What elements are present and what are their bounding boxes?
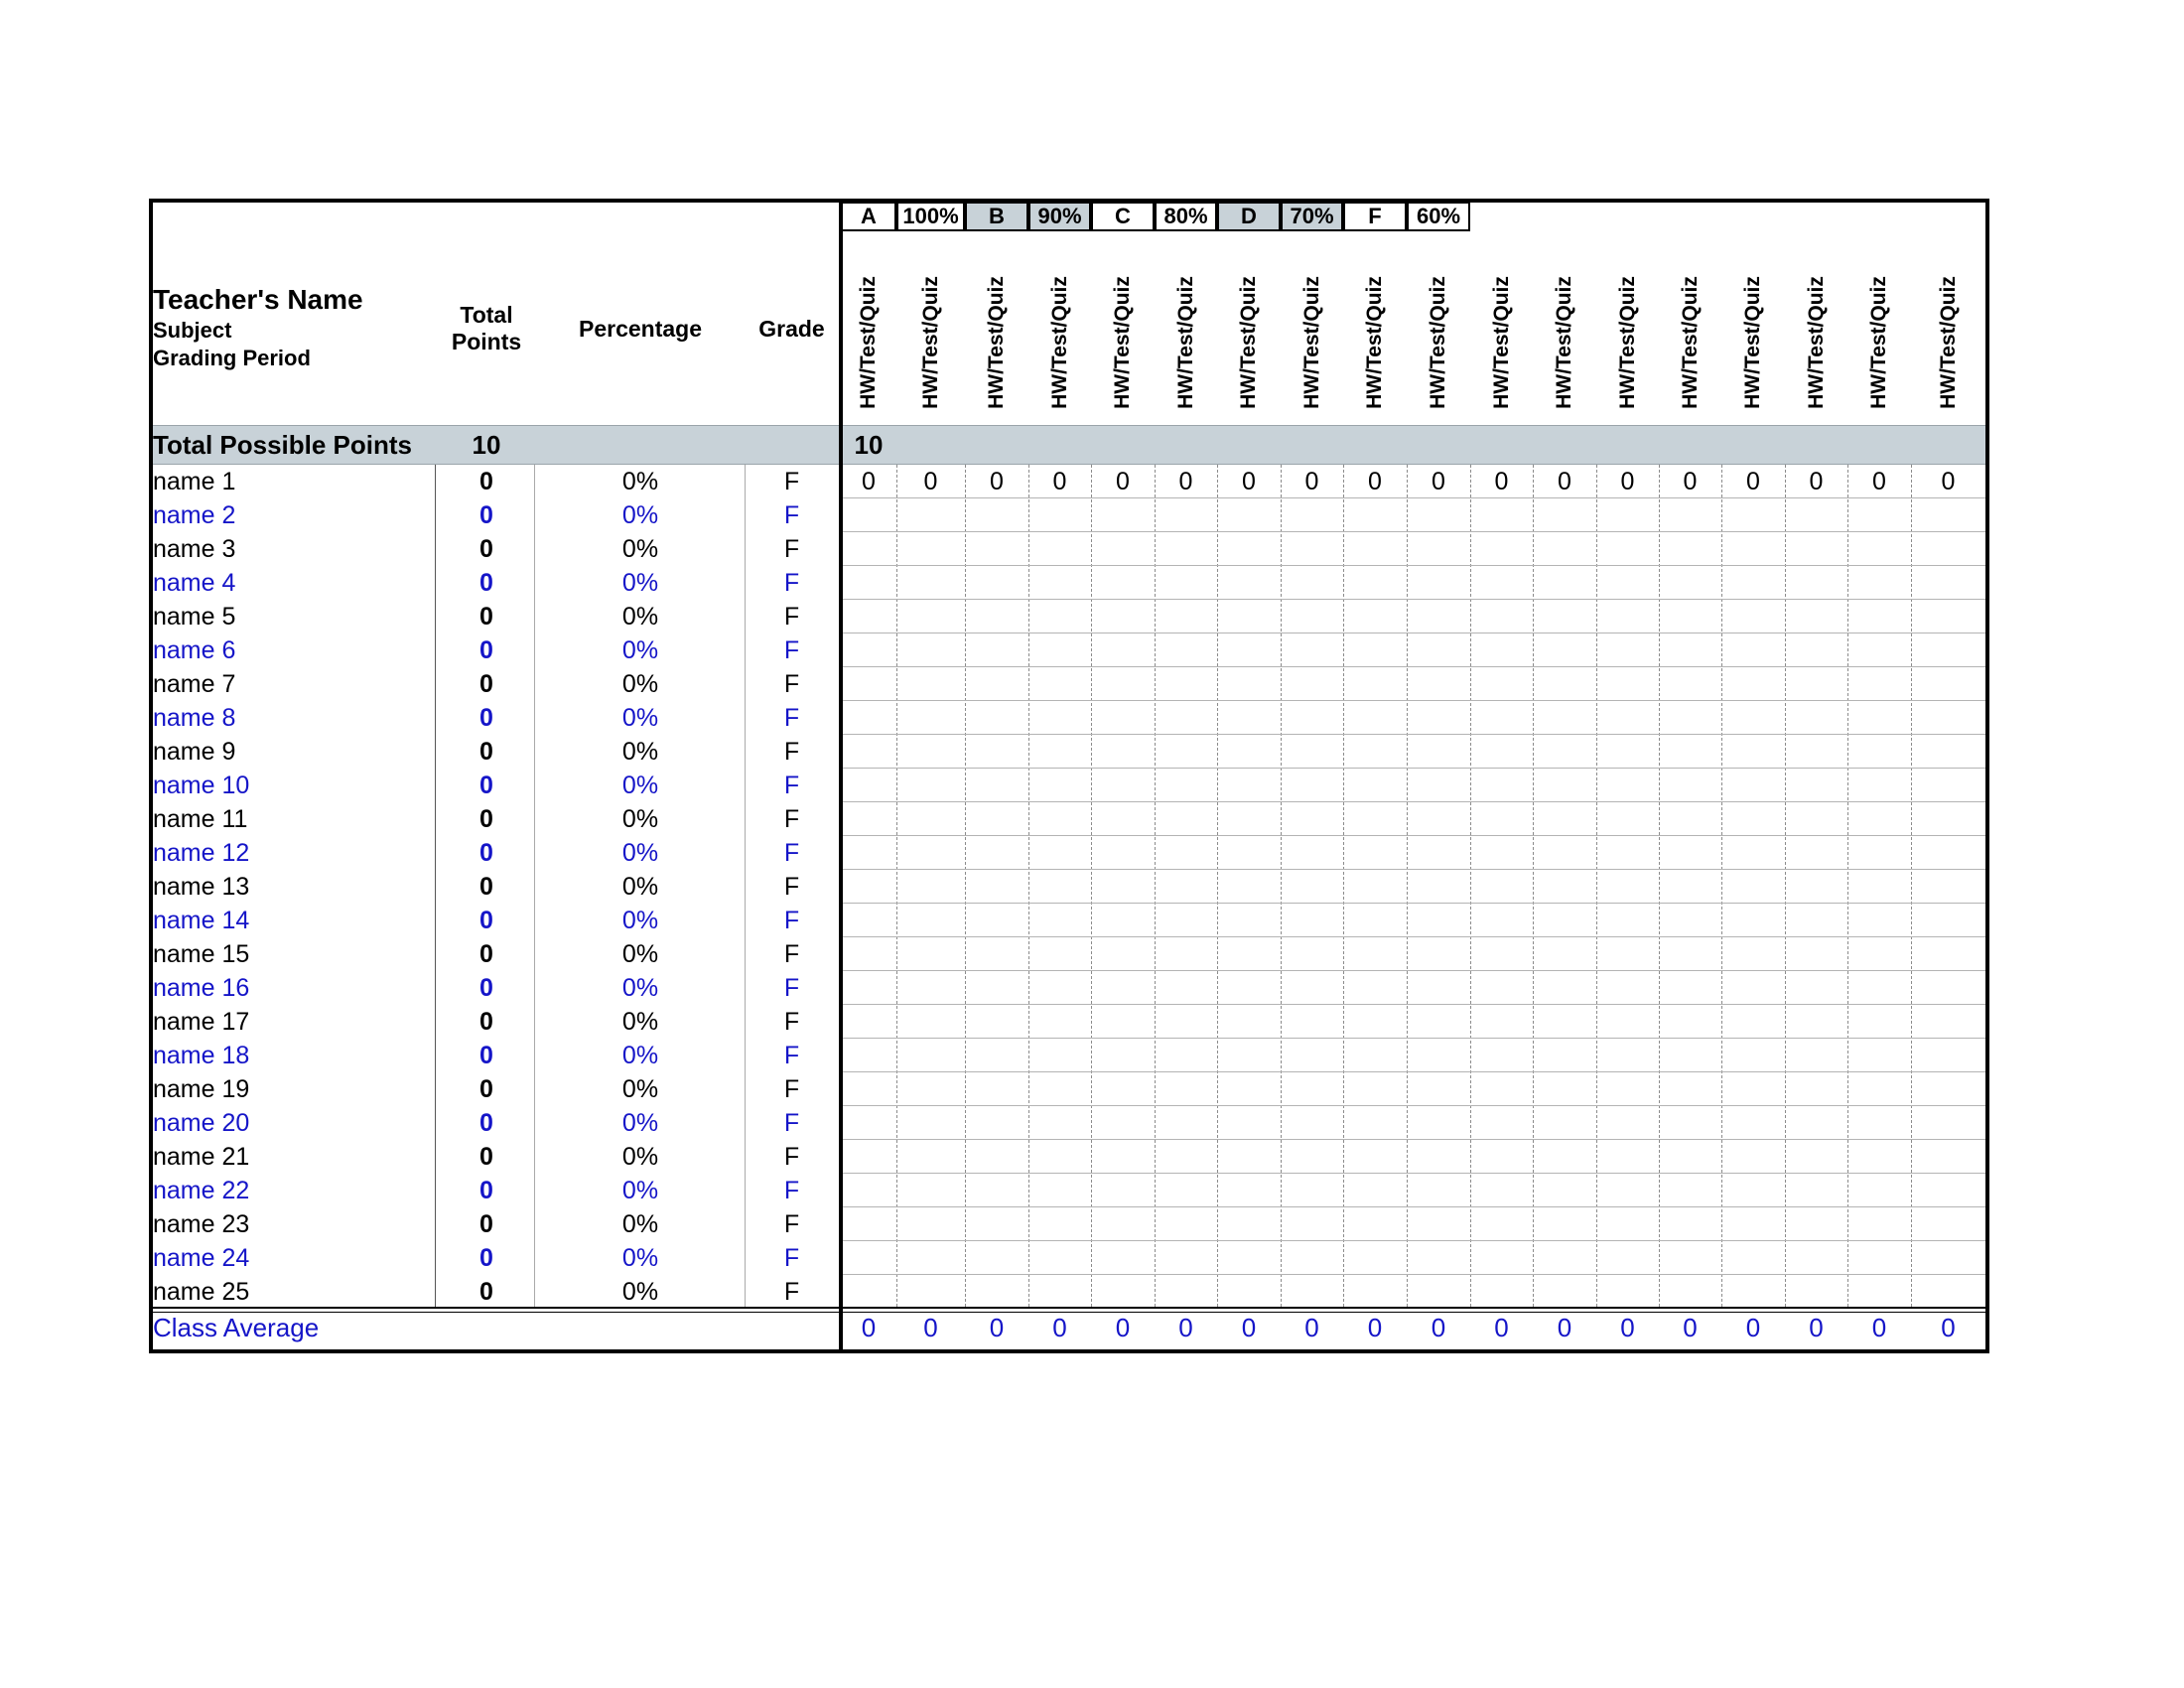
student-grade: F <box>783 772 800 799</box>
student-percentage: 0% <box>621 1244 659 1272</box>
student-name[interactable]: name 13 <box>153 873 250 901</box>
assignment-header-label: HW/Test/Quiz <box>1427 276 1449 409</box>
student-total-points: 0 <box>479 1143 493 1171</box>
student-percentage: 0% <box>621 535 659 563</box>
student-name[interactable]: name 1 <box>153 468 236 495</box>
student-total-points: 0 <box>479 569 493 597</box>
student-percentage: 0% <box>621 738 659 766</box>
student-name[interactable]: name 10 <box>153 772 250 799</box>
class-average-value: 0 <box>861 1313 877 1342</box>
student-grade: F <box>783 603 800 631</box>
assignment-header-label: HW/Test/Quiz <box>857 276 880 409</box>
student-grade: F <box>783 805 800 833</box>
student-percentage: 0% <box>621 1278 659 1306</box>
student-grade: F <box>783 738 800 766</box>
grade-scale-percent: 100% <box>896 202 965 231</box>
student-total-points: 0 <box>479 670 493 698</box>
student-grade: F <box>783 940 800 968</box>
student-grade: F <box>783 636 800 664</box>
grade-scale-letter: B <box>965 202 1028 231</box>
grade-scale-letter: C <box>1091 202 1155 231</box>
student-name[interactable]: name 7 <box>153 670 236 698</box>
student-grade: F <box>783 873 800 901</box>
student-percentage: 0% <box>621 704 659 732</box>
student-percentage: 0% <box>621 974 659 1002</box>
grade-header: Grade <box>758 316 825 342</box>
assignment-header-label: HW/Test/Quiz <box>1111 276 1134 409</box>
percentage-header: Percentage <box>578 316 702 342</box>
assignment-header-label: HW/Test/Quiz <box>1553 276 1575 409</box>
class-average-value: 0 <box>1809 1313 1824 1342</box>
score-cell[interactable]: 0 <box>1116 468 1130 495</box>
score-cell[interactable]: 0 <box>1746 468 1760 495</box>
student-percentage: 0% <box>621 1109 659 1137</box>
assignment-header-label: HW/Test/Quiz <box>1615 276 1639 409</box>
grade-scale-percent: 60% <box>1407 202 1470 231</box>
score-cell[interactable]: 0 <box>1941 468 1956 495</box>
student-grade: F <box>783 1177 800 1204</box>
grade-scale-letter: F <box>1343 202 1407 231</box>
class-average-value: 0 <box>1178 1313 1193 1342</box>
student-total-points: 0 <box>479 1109 493 1137</box>
score-cell[interactable]: 0 <box>1620 468 1635 495</box>
class-average-value: 0 <box>989 1313 1005 1342</box>
student-grade: F <box>783 468 800 495</box>
student-percentage: 0% <box>621 636 659 664</box>
student-total-points: 0 <box>479 1210 493 1238</box>
student-grade: F <box>783 1143 800 1171</box>
student-name[interactable]: name 24 <box>153 1244 250 1272</box>
score-cell[interactable]: 0 <box>923 468 938 495</box>
student-percentage: 0% <box>621 839 659 867</box>
class-average-value: 0 <box>1871 1313 1887 1342</box>
student-name[interactable]: name 14 <box>153 907 250 934</box>
student-name[interactable]: name 16 <box>153 974 250 1002</box>
score-cell[interactable]: 0 <box>1242 468 1256 495</box>
grade-scale-percent: 80% <box>1155 202 1217 231</box>
student-grade: F <box>783 535 800 563</box>
student-percentage: 0% <box>621 1075 659 1103</box>
student-percentage: 0% <box>621 805 659 833</box>
grade-scale-percent: 90% <box>1028 202 1091 231</box>
student-grade: F <box>783 974 800 1002</box>
student-grade: F <box>783 907 800 934</box>
student-name[interactable]: name 5 <box>153 603 236 631</box>
student-grade: F <box>783 1244 800 1272</box>
assignment-header-label: HW/Test/Quiz <box>1936 276 1960 409</box>
total-possible-label: Total Possible Points <box>153 430 413 460</box>
student-percentage: 0% <box>621 569 659 597</box>
student-percentage: 0% <box>621 772 659 799</box>
student-percentage: 0% <box>621 501 659 529</box>
student-name[interactable]: name 8 <box>153 704 236 732</box>
assignment-header-label: HW/Test/Quiz <box>1867 276 1890 409</box>
student-name[interactable]: name 18 <box>153 1042 250 1069</box>
student-grade: F <box>783 670 800 698</box>
student-percentage: 0% <box>621 1042 659 1069</box>
first-assignment-possible: 10 <box>854 430 884 460</box>
score-cell[interactable]: 0 <box>1052 468 1067 495</box>
student-grade: F <box>783 1042 800 1069</box>
student-grade: F <box>783 1008 800 1036</box>
grade-scale-percent: 70% <box>1281 202 1343 231</box>
student-name[interactable]: name 11 <box>153 805 248 833</box>
student-percentage: 0% <box>621 873 659 901</box>
assignment-header-label: HW/Test/Quiz <box>1678 276 1702 409</box>
student-name[interactable]: name 17 <box>153 1008 250 1036</box>
student-name[interactable]: name 21 <box>153 1143 250 1171</box>
student-percentage: 0% <box>621 1008 659 1036</box>
student-name[interactable]: name 9 <box>153 738 236 766</box>
student-total-points: 0 <box>479 636 493 664</box>
student-name[interactable]: name 15 <box>153 940 250 968</box>
student-name[interactable]: name 22 <box>153 1177 250 1204</box>
score-cell[interactable]: 0 <box>1304 468 1319 495</box>
teacher-name: Teacher's Name <box>153 284 363 315</box>
class-average-value: 0 <box>1683 1313 1698 1342</box>
class-average-value: 0 <box>1494 1313 1509 1342</box>
student-grade: F <box>783 1075 800 1103</box>
student-total-points: 0 <box>479 772 493 799</box>
student-total-points: 0 <box>479 603 493 631</box>
class-average-value: 0 <box>1367 1313 1383 1342</box>
student-percentage: 0% <box>621 670 659 698</box>
class-average-value: 0 <box>1941 1313 1956 1342</box>
class-average-value: 0 <box>923 1313 938 1342</box>
score-cell[interactable]: 0 <box>1558 468 1571 495</box>
assignment-header-label: HW/Test/Quiz <box>1363 276 1386 409</box>
student-total-points: 0 <box>479 501 493 529</box>
student-name[interactable]: name 6 <box>153 636 236 664</box>
student-percentage: 0% <box>621 1143 659 1171</box>
assignment-header-label: HW/Test/Quiz <box>1173 276 1197 409</box>
score-cell[interactable]: 0 <box>1432 468 1445 495</box>
student-total-points: 0 <box>479 940 493 968</box>
class-average-value: 0 <box>1557 1313 1572 1342</box>
score-cell[interactable]: 0 <box>1683 468 1698 495</box>
student-percentage: 0% <box>621 940 659 968</box>
assignment-header-label: HW/Test/Quiz <box>918 276 942 409</box>
grade-scale-letter: D <box>1217 202 1281 231</box>
total-points-header-line2: Points <box>451 329 522 354</box>
student-name[interactable]: name 20 <box>153 1109 250 1137</box>
student-grade: F <box>783 569 800 597</box>
student-total-points: 0 <box>479 1278 493 1306</box>
assignment-header-label: HW/Test/Quiz <box>1741 276 1764 409</box>
student-total-points: 0 <box>479 1008 493 1036</box>
class-average-value: 0 <box>1241 1313 1257 1342</box>
score-cell[interactable]: 0 <box>1872 468 1886 495</box>
student-grade: F <box>783 704 800 732</box>
assignment-header-label: HW/Test/Quiz <box>1804 276 1828 409</box>
scores-frame <box>839 199 1989 1353</box>
student-name[interactable]: name 4 <box>153 569 236 597</box>
student-total-points: 0 <box>479 1244 493 1272</box>
total-points-header-line1: Total <box>460 302 513 328</box>
student-name[interactable]: name 2 <box>153 501 236 529</box>
total-possible-value: 10 <box>472 430 501 460</box>
student-total-points: 0 <box>479 1042 493 1069</box>
student-grade: F <box>783 1278 800 1306</box>
student-total-points: 0 <box>479 839 493 867</box>
student-total-points: 0 <box>479 704 493 732</box>
student-total-points: 0 <box>479 1075 493 1103</box>
grade-scale-letter: A <box>841 202 896 231</box>
student-name[interactable]: name 3 <box>153 535 236 563</box>
class-average-value: 0 <box>1745 1313 1761 1342</box>
student-grade: F <box>783 1109 800 1137</box>
class-average-value: 0 <box>1304 1313 1319 1342</box>
student-total-points: 0 <box>479 535 493 563</box>
student-total-points: 0 <box>479 738 493 766</box>
student-name[interactable]: name 12 <box>153 839 250 867</box>
student-percentage: 0% <box>621 907 659 934</box>
student-total-points: 0 <box>479 873 493 901</box>
student-grade: F <box>783 501 800 529</box>
student-percentage: 0% <box>621 1210 659 1238</box>
student-total-points: 0 <box>479 907 493 934</box>
student-percentage: 0% <box>621 1177 659 1204</box>
student-total-points: 0 <box>479 974 493 1002</box>
class-average-value: 0 <box>1431 1313 1446 1342</box>
score-cell[interactable]: 0 <box>1809 468 1824 495</box>
student-name[interactable]: name 25 <box>153 1278 250 1306</box>
score-cell[interactable]: 0 <box>1368 468 1382 495</box>
score-cell[interactable]: 0 <box>990 468 1004 495</box>
student-percentage: 0% <box>621 468 659 495</box>
student-name[interactable]: name 19 <box>153 1075 250 1103</box>
student-name[interactable]: name 23 <box>153 1210 250 1238</box>
score-cell[interactable]: 0 <box>862 468 876 495</box>
class-average-value: 0 <box>1620 1313 1635 1342</box>
student-total-points: 0 <box>479 468 493 495</box>
student-total-points: 0 <box>479 1177 493 1204</box>
class-average-value: 0 <box>1115 1313 1131 1342</box>
assignment-header-label: HW/Test/Quiz <box>1047 276 1071 409</box>
assignment-header-label: HW/Test/Quiz <box>985 276 1008 409</box>
roster-frame <box>149 199 839 1353</box>
grading-period-label: Grading Period <box>153 346 311 370</box>
student-total-points: 0 <box>479 805 493 833</box>
student-grade: F <box>783 1210 800 1238</box>
subject-label: Subject <box>153 318 232 343</box>
score-cell[interactable]: 0 <box>1178 468 1193 495</box>
class-average-value: 0 <box>1052 1313 1067 1342</box>
class-average-label: Class Average <box>153 1313 320 1342</box>
student-grade: F <box>783 839 800 867</box>
assignment-header-label: HW/Test/Quiz <box>1489 276 1513 409</box>
student-percentage: 0% <box>621 603 659 631</box>
score-cell[interactable]: 0 <box>1494 468 1509 495</box>
assignment-header-label: HW/Test/Quiz <box>1299 276 1323 409</box>
assignment-header-label: HW/Test/Quiz <box>1237 276 1260 409</box>
